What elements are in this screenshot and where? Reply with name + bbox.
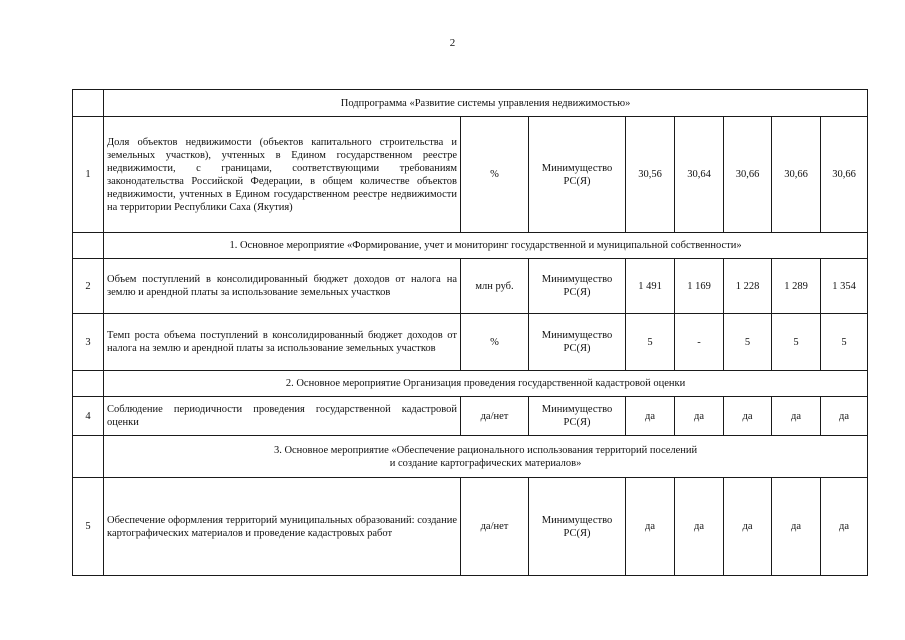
value-cell: да	[821, 397, 868, 436]
table-row	[73, 397, 868, 436]
value-cell: да	[626, 397, 675, 436]
table-row	[73, 259, 868, 314]
indicator-description: Темп роста объема поступлений в консолидированный бюджет доходов от налога на землю и арендной платы за использование земельных участков	[104, 314, 461, 371]
section-title: 2. Основное мероприятие Организация проведения государственной кадастровой оценки	[104, 371, 868, 397]
section-row	[73, 233, 868, 259]
indicator-description: Соблюдение периодичности проведения государственной кадастровой оценки	[104, 397, 461, 436]
table-row	[73, 478, 868, 576]
executor-cell	[529, 117, 626, 233]
value-cell: да	[724, 478, 772, 576]
indicators-table	[72, 89, 868, 576]
section-title: 1. Основное мероприятие «Формирование, учет и мониторинг государственной и муниципальной собственности»	[104, 233, 868, 259]
executor-line-2: РС(Я)	[563, 287, 591, 298]
section-row	[73, 436, 868, 478]
value-cell: 1 354	[821, 259, 868, 314]
section-title-line-2: и создание картографических материалов»	[389, 457, 582, 469]
row-number: 5	[73, 478, 104, 576]
value-cell: 5	[724, 314, 772, 371]
executor-line-2: РС(Я)	[563, 527, 591, 539]
value-cell: 5	[821, 314, 868, 371]
subprogram-row	[73, 90, 868, 117]
executor-line-2: РС(Я)	[563, 343, 591, 354]
table-row	[73, 117, 868, 233]
value-cell: 1 228	[724, 259, 772, 314]
value-cell: 5	[772, 314, 821, 371]
value-cell: -	[675, 314, 724, 371]
empty-num-cell	[73, 371, 104, 397]
executor-line-1: Минимущество	[541, 330, 613, 341]
unit-cell: да/нет	[461, 397, 529, 436]
executor-line-1: Минимущество	[541, 404, 613, 415]
empty-num-cell	[73, 436, 104, 478]
row-number: 2	[73, 259, 104, 314]
value-cell: да	[724, 397, 772, 436]
value-cell: да	[626, 478, 675, 576]
executor-line-1: Минимущество	[541, 514, 613, 526]
executor-line-1: Минимущество	[541, 162, 613, 174]
value-cell: 1 289	[772, 259, 821, 314]
value-cell: 5	[626, 314, 675, 371]
executor-line-2: РС(Я)	[563, 417, 591, 428]
executor-line-1: Минимущество	[541, 274, 613, 285]
indicator-description: Объем поступлений в консолидированный бюджет доходов от налога на землю и арендной платы за использование земельных участков	[104, 259, 461, 314]
section-title-line-1: 3. Основное мероприятие «Обеспечение рационального использования территорий поселений	[273, 444, 698, 456]
row-number: 1	[73, 117, 104, 233]
page-number: 2	[449, 37, 456, 49]
unit-cell: да/нет	[461, 478, 529, 576]
section-title	[104, 436, 868, 478]
value-cell: 30,66	[821, 117, 868, 233]
value-cell: да	[772, 478, 821, 576]
unit-cell: %	[461, 314, 529, 371]
value-cell: 1 169	[675, 259, 724, 314]
value-cell: да	[675, 478, 724, 576]
value-cell: 1 491	[626, 259, 675, 314]
empty-num-cell	[73, 233, 104, 259]
value-cell: 30,66	[724, 117, 772, 233]
unit-cell: млн руб.	[461, 259, 529, 314]
table-row	[73, 314, 868, 371]
empty-num-cell	[73, 90, 104, 117]
executor-cell	[529, 314, 626, 371]
value-cell: 30,56	[626, 117, 675, 233]
executor-cell	[529, 397, 626, 436]
row-number: 3	[73, 314, 104, 371]
value-cell: 30,66	[772, 117, 821, 233]
executor-line-2: РС(Я)	[563, 175, 591, 187]
value-cell: да	[821, 478, 868, 576]
executor-cell	[529, 478, 626, 576]
value-cell: да	[675, 397, 724, 436]
row-number: 4	[73, 397, 104, 436]
executor-cell	[529, 259, 626, 314]
section-row	[73, 371, 868, 397]
indicator-description: Обеспечение оформления территорий муниципальных образований: создание картографических материалов и проведение кадастровых работ	[104, 478, 461, 576]
value-cell: 30,64	[675, 117, 724, 233]
indicator-description: Доля объектов недвижимости (объектов капитального строительства и земельных участков), учтенных в Едином государственном реестре недвижимости, с границами, соответствующими требованиям законодательства Российской Федерации, в общем количестве объектов недвижимости, учтенных в Едином государственном реестре недвижимости на территории Республики Саха (Якутия)	[104, 117, 461, 233]
unit-cell: %	[461, 117, 529, 233]
value-cell: да	[772, 397, 821, 436]
subprogram-title: Подпрограмма «Развитие системы управления недвижимостью»	[104, 90, 868, 117]
